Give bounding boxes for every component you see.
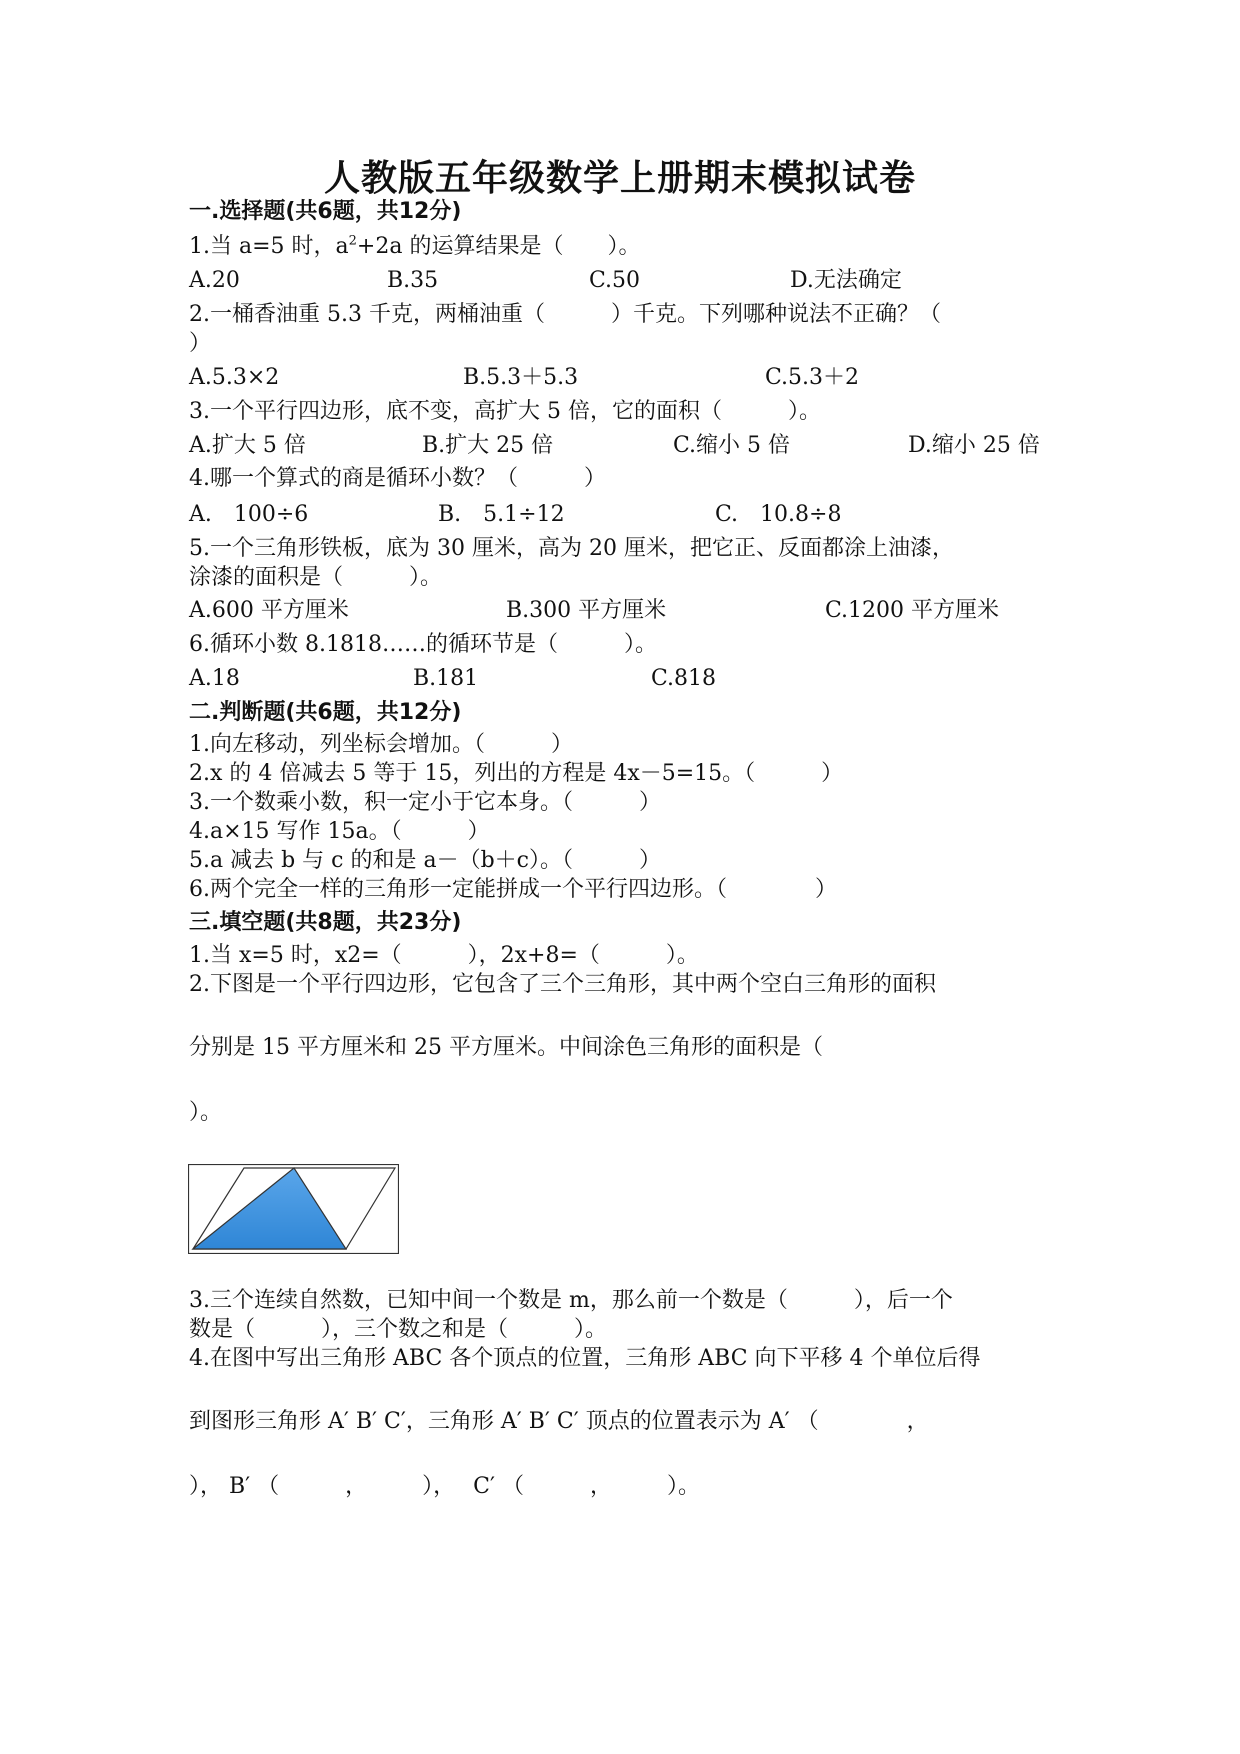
option-d: D.缩小 25 倍 xyxy=(908,433,1040,458)
fill-question-3-line2: 数是（ ），三个数之和是（ ）。 xyxy=(189,1317,608,1342)
section-heading-judge: 二.判断题(共6题，共12分) xyxy=(189,700,462,725)
option-b: B. 5.1÷12 xyxy=(438,502,565,527)
option-c: C.1200 平方厘米 xyxy=(825,598,1000,623)
option-a: A.18 xyxy=(189,666,240,691)
page-title: 人教版五年级数学上册期末模拟试卷 xyxy=(323,158,916,199)
fill-question-4-line2: 到图形三角形 A′ B′ C′，三角形 A′ B′ C′ 顶点的位置表示为 A′ （ ， xyxy=(189,1409,929,1434)
question-1-2-line1: 2.一桶香油重 5.3 千克，两桶油重（ ）千克。下列哪种说法不正确？（ xyxy=(189,302,941,327)
question-1-1 xyxy=(189,233,640,261)
superscript: 2 xyxy=(348,233,357,249)
fill-question-4-line3: ）， B′ （ ， ）， C′ （ ， ）。 xyxy=(189,1474,700,1499)
question-1-3: 3.一个平行四边形，底不变，高扩大 5 倍，它的面积（ ）。 xyxy=(189,399,821,424)
judge-item: 5.a 减去 b 与 c 的和是 a－（b＋c）。（ ） xyxy=(189,848,661,873)
option-d: D.无法确定 xyxy=(790,268,902,293)
fill-question-2-line1: 2.下图是一个平行四边形，它包含了三个三角形，其中两个空白三角形的面积 xyxy=(189,972,936,997)
judge-item: 6.两个完全一样的三角形一定能拼成一个平行四边形。（ ） xyxy=(189,877,837,902)
judge-item: 1.向左移动，列坐标会增加。（ ） xyxy=(189,732,573,757)
option-b: B.181 xyxy=(413,666,479,691)
option-b: B.5.3＋5.3 xyxy=(463,365,579,390)
fill-question-2-line3: ）。 xyxy=(189,1100,223,1125)
option-c: C. 10.8÷8 xyxy=(715,502,842,527)
question-1-5-line2: 涂漆的面积是（ ）。 xyxy=(189,565,443,590)
option-a: A. 100÷6 xyxy=(189,502,309,527)
fill-question-1: 1.当 x=5 时，x2=（ ），2x+8=（ ）。 xyxy=(189,943,699,968)
option-b: B.35 xyxy=(387,268,439,293)
option-a: A.20 xyxy=(189,268,240,293)
parallelogram-diagram xyxy=(188,1164,399,1254)
question-text: 1.当 a=5 时，a xyxy=(189,234,349,259)
question-1-5-line1: 5.一个三角形铁板，底为 30 厘米，高为 20 厘米，把它正、反面都涂上油漆， xyxy=(189,536,954,561)
fill-question-3-line1: 3.三个连续自然数，已知中间一个数是 m，那么前一个数是（ ），后一个 xyxy=(189,1288,953,1313)
option-b: B.扩大 25 倍 xyxy=(422,433,554,458)
fill-question-4-line1: 4.在图中写出三角形 ABC 各个顶点的位置，三角形 ABC 向下平移 4 个单位后得 xyxy=(189,1346,981,1371)
section-heading-fill: 三.填空题(共8题，共23分) xyxy=(189,910,462,935)
question-1-6: 6.循环小数 8.1818……的循环节是（ ）。 xyxy=(189,632,657,657)
option-a: A.5.3×2 xyxy=(189,365,280,390)
parallelogram-figure xyxy=(188,1164,399,1254)
section-heading-choice: 一.选择题(共6题，共12分) xyxy=(189,199,462,224)
option-c: C.缩小 5 倍 xyxy=(673,433,791,458)
option-b: B.300 平方厘米 xyxy=(506,598,667,623)
judge-item: 3.一个数乘小数，积一定小于它本身。（ ） xyxy=(189,790,661,815)
question-1-2-line2: ） xyxy=(189,331,212,356)
judge-item: 2.x 的 4 倍减去 5 等于 15，列出的方程是 4x－5=15。（ ） xyxy=(189,761,844,786)
option-c: C.5.3＋2 xyxy=(765,365,860,390)
question-1-4: 4.哪一个算式的商是循环小数？（ ） xyxy=(189,466,606,491)
option-c: C.818 xyxy=(651,666,717,691)
option-a: A.600 平方厘米 xyxy=(189,598,349,623)
fill-question-2-line2: 分别是 15 平方厘米和 25 平方厘米。中间涂色三角形的面积是（ xyxy=(189,1035,823,1060)
judge-item: 4.a×15 写作 15a。（ ） xyxy=(189,819,490,844)
option-c: C.50 xyxy=(589,268,641,293)
option-a: A.扩大 5 倍 xyxy=(189,433,306,458)
question-text: +2a 的运算结果是（ ）。 xyxy=(356,234,641,259)
